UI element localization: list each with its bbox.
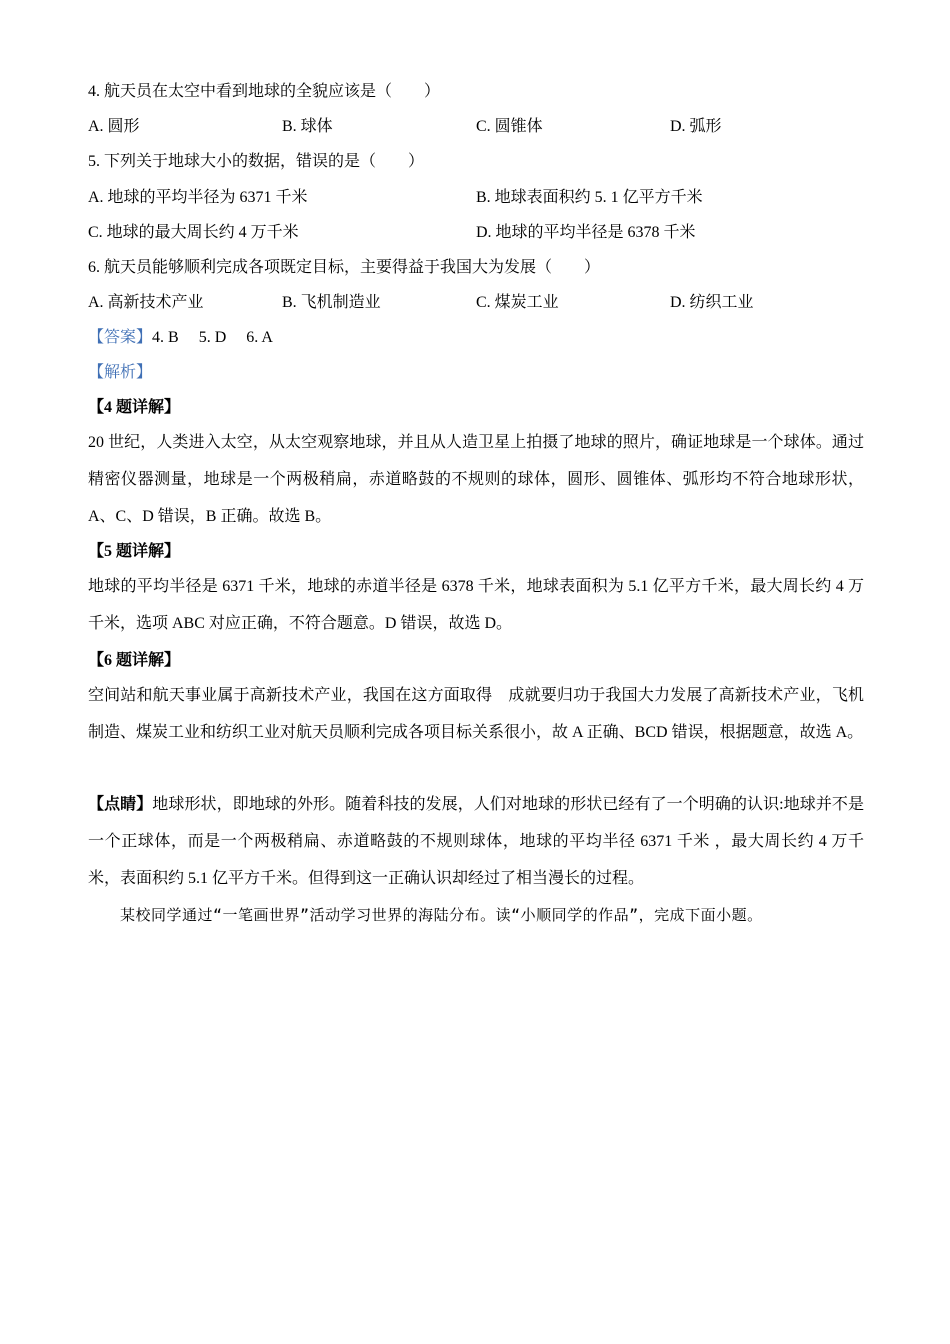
detail-5-heading: 【5 题详解】 [88, 543, 181, 560]
next-section-intro: 某校同学通过“一笔画世界”活动学习世界的海陆分布。读“小顺同学的作品”，完成下面小题。 [120, 906, 763, 924]
question-5-option-d: D. 地球的平均半径是 6378 千米 [476, 224, 696, 241]
question-5-option-a: A. 地球的平均半径为 6371 千米 [88, 189, 308, 206]
comment-text: 地球形状，即地球的外形。随着科技的发展，人们对地球的形状已经有了一个明确的认识:地球并不是一个正球体，而是一个两极稍扁、赤道略鼓的不规则球体，地球的平均半径 6371 千米 ，最大周长约 4 万千米，表面积约 5.1 亿平方千米。但得到这一正确认识却经过了相当漫长的过程。 [88, 796, 864, 887]
question-4-option-a: A. 圆形 [88, 118, 140, 135]
question-4-option-c: C. 圆锥体 [476, 118, 543, 135]
answer-text: 4. B 5. D 6. A [152, 329, 273, 346]
answer-label: 【答案】 [88, 329, 153, 346]
analysis-label: 【解析】 [88, 364, 153, 381]
question-6-option-a: A. 高新技术产业 [88, 294, 204, 311]
question-4-option-b: B. 球体 [282, 118, 333, 135]
question-4-stem: 4. 航天员在太空中看到地球的全貌应该是（ ） [88, 83, 441, 100]
detail-5-text: 地球的平均半径是 6371 千米，地球的赤道半径是 6378 千米，地球表面积为 5.1 亿平方千米，最大周长约 4 万千米，选项 ABC 对应正确，不符合题意。D 错误，故选 D。 [88, 578, 864, 632]
question-5-option-c: C. 地球的最大周长约 4 万千米 [88, 224, 299, 241]
comment-label: 【点睛】 [88, 796, 153, 813]
question-6-option-c: C. 煤炭工业 [476, 294, 559, 311]
detail-6-heading: 【6 题详解】 [88, 652, 181, 669]
detail-4-heading: 【4 题详解】 [88, 399, 181, 416]
question-6-option-d: D. 纺织工业 [670, 294, 754, 311]
detail-4-text: 20 世纪，人类进入太空，从太空观察地球，并且从人造卫星上拍摄了地球的照片，确证地球是一个球体。通过精密仪器测量，地球是一个两极稍扁，赤道略鼓的不规则的球体，圆形、圆锥体、弧形均不符合地球形状，A、C、D 错误，B 正确。故选 B。 [88, 434, 864, 525]
comment-paragraph [88, 786, 864, 897]
answer-line [88, 328, 273, 348]
question-4-option-d: D. 弧形 [670, 118, 722, 135]
detail-6-text: 空间站和航天事业属于高新技术产业，我国在这方面取得 成就要归功于我国大力发展了高新技术产业，飞机制造、煤炭工业和纺织工业对航天员顺利完成各项目标关系很小，故 A 正确、BCD 错误，根据题意，故选 A。 [88, 687, 864, 741]
question-6-option-b: B. 飞机制造业 [282, 294, 381, 311]
question-5-option-b: B. 地球表面积约 5. 1 亿平方千米 [476, 189, 703, 206]
question-5-stem: 5. 下列关于地球大小的数据，错误的是（ ） [88, 153, 425, 170]
question-6-stem: 6. 航天员能够顺利完成各项既定目标，主要得益于我国大为发展（ ） [88, 259, 601, 276]
